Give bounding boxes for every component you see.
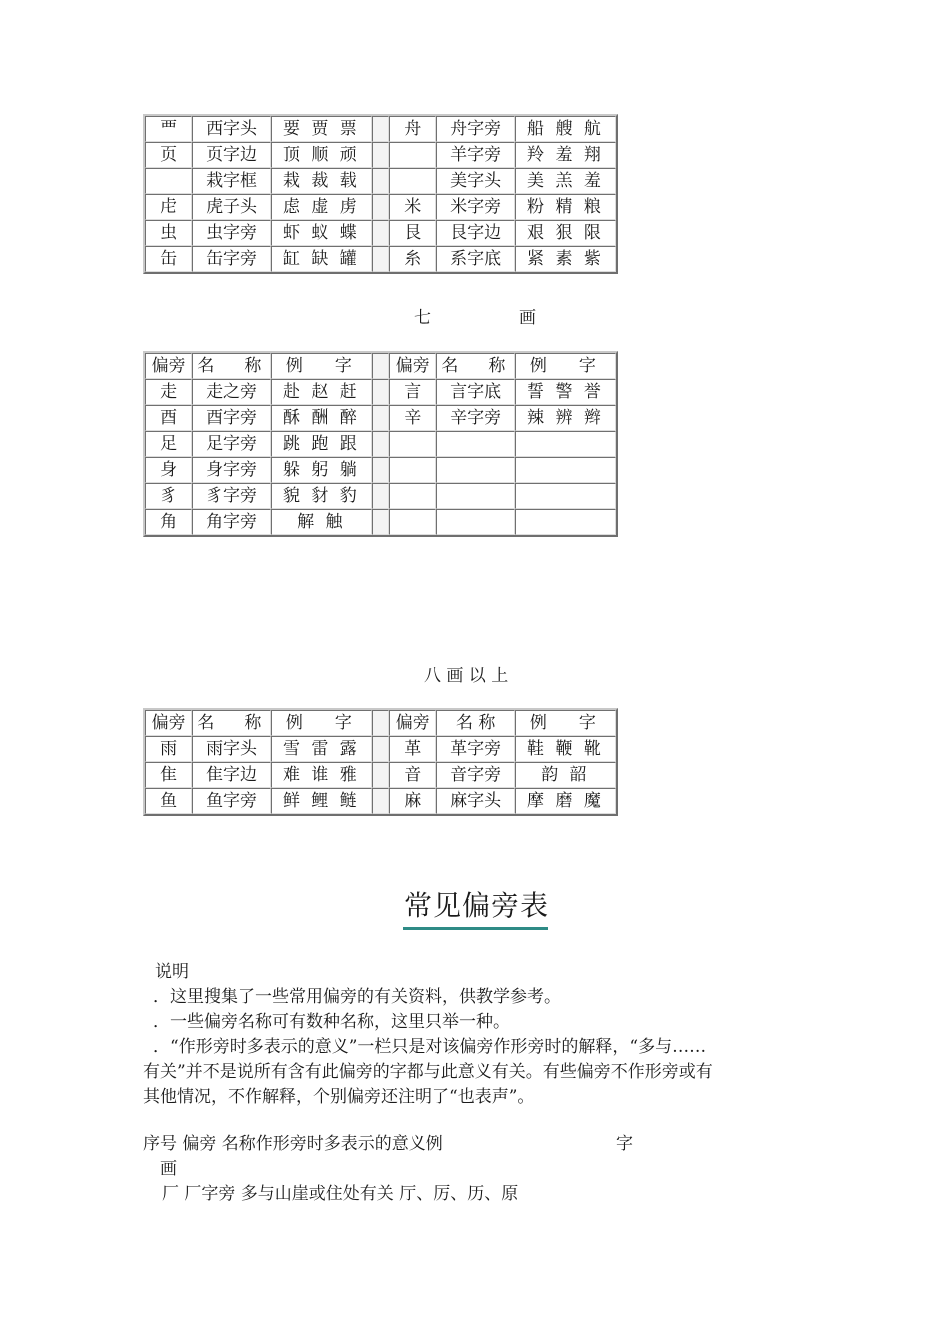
table-row xyxy=(145,379,616,405)
radical-cell xyxy=(389,431,436,457)
radical-cell xyxy=(389,457,436,483)
table-gutter xyxy=(372,788,389,814)
example-chars-cell: 船 艘 航 xyxy=(515,116,616,142)
table-gutter xyxy=(372,142,389,168)
radical-name-cell: 足字旁 xyxy=(192,431,271,457)
radical-name-cell: 言字底 xyxy=(436,379,515,405)
table-row xyxy=(145,509,616,535)
radical-cell xyxy=(389,142,436,168)
example-chars-cell: 美 羔 羞 xyxy=(515,168,616,194)
header-name: 名 称 xyxy=(192,353,271,379)
example-chars-cell: 躲 躬 躺 xyxy=(271,457,372,483)
example-chars-cell: 缸 缺 罐 xyxy=(271,246,372,272)
radical-cell: 豸 xyxy=(145,483,192,509)
note-line-2: ．一些偏旁名称可有数种名称，这里只举一种。 xyxy=(153,1012,510,1032)
radical-name-cell: 米字旁 xyxy=(436,194,515,220)
example-chars-cell: 艰 狠 限 xyxy=(515,220,616,246)
header-examples: 例 字 xyxy=(515,710,616,736)
radical-cell xyxy=(389,509,436,535)
header-name: 名 称 xyxy=(192,710,271,736)
table-row xyxy=(145,431,616,457)
radical-cell: 走 xyxy=(145,379,192,405)
radical-name-cell: 虎子头 xyxy=(192,194,271,220)
table-row xyxy=(145,457,616,483)
header-examples: 例 字 xyxy=(515,353,616,379)
example-chars-cell: 难 谁 雅 xyxy=(271,762,372,788)
example-chars-cell: 貌 豺 豹 xyxy=(271,483,372,509)
table-gutter xyxy=(372,405,389,431)
radical-cell: 麻 xyxy=(389,788,436,814)
table-gutter xyxy=(372,457,389,483)
example-chars-cell: 赴 赵 赶 xyxy=(271,379,372,405)
header-examples: 例 字 xyxy=(271,710,372,736)
table-header-row xyxy=(145,710,616,736)
example-chars-cell: 摩 磨 魔 xyxy=(515,788,616,814)
radical-name-cell: 西字头 xyxy=(192,116,271,142)
example-chars-cell: 鞋 鞭 靴 xyxy=(515,736,616,762)
radical-cell: 酉 xyxy=(145,405,192,431)
example-chars-cell: 解 触 xyxy=(271,509,372,535)
radical-name-cell: 雨字头 xyxy=(192,736,271,762)
column-header: 序号 偏旁 名称作形旁时多表示的意义例 xyxy=(143,1134,443,1154)
radical-name-cell xyxy=(436,457,515,483)
column-header-zi: 字 xyxy=(616,1134,633,1154)
header-radical: 偏旁 xyxy=(389,353,436,379)
stroke-count-label: 画 xyxy=(160,1159,177,1179)
radical-name-cell: 麻字头 xyxy=(436,788,515,814)
table-gutter xyxy=(372,431,389,457)
radical-cell: 缶 xyxy=(145,246,192,272)
table-row xyxy=(145,736,616,762)
table-gutter xyxy=(372,379,389,405)
header-radical: 偏旁 xyxy=(145,353,192,379)
note-line-1: ．这里搜集了一些常用偏旁的有关资料，供教学参考。 xyxy=(153,987,561,1007)
radical-cell xyxy=(389,483,436,509)
example-chars-cell: 栽 裁 载 xyxy=(271,168,372,194)
table-gutter xyxy=(372,762,389,788)
example-chars-cell: 鲜 鲤 鲢 xyxy=(271,788,372,814)
radical-cell: 革 xyxy=(389,736,436,762)
table-row xyxy=(145,246,616,272)
table-gutter xyxy=(372,116,389,142)
note-line-3a: ．“作形旁时多表示的意义”一栏只是对该偏旁作形旁时的解释，“多与…… xyxy=(153,1037,707,1057)
example-chars-cell xyxy=(515,483,616,509)
table-gutter xyxy=(372,246,389,272)
example-chars-cell: 要 贾 票 xyxy=(271,116,372,142)
radical-table-seven-strokes xyxy=(143,351,618,537)
radical-name-cell xyxy=(436,509,515,535)
radical-name-cell: 辛字旁 xyxy=(436,405,515,431)
radical-name-cell: 身字旁 xyxy=(192,457,271,483)
table-row xyxy=(145,142,616,168)
table-row xyxy=(145,220,616,246)
radical-name-cell: 隹字边 xyxy=(192,762,271,788)
radical-cell: 角 xyxy=(145,509,192,535)
radical-cell: 身 xyxy=(145,457,192,483)
section-title-stroke: 画 xyxy=(519,308,536,328)
section-title-seven: 七 xyxy=(414,308,431,328)
radical-name-cell: 艮字边 xyxy=(436,220,515,246)
radical-cell: 舟 xyxy=(389,116,436,142)
radical-name-cell: 酉字旁 xyxy=(192,405,271,431)
table-gutter xyxy=(372,220,389,246)
page-title: 常见偏旁表 xyxy=(404,889,550,922)
radical-cell: 雨 xyxy=(145,736,192,762)
table-row xyxy=(145,405,616,431)
example-chars-cell: 雪 雷 露 xyxy=(271,736,372,762)
radical-cell: 音 xyxy=(389,762,436,788)
radical-cell: 覀 xyxy=(145,116,192,142)
radical-cell: 虫 xyxy=(145,220,192,246)
example-chars-cell: 跳 跑 跟 xyxy=(271,431,372,457)
table-row xyxy=(145,116,616,142)
radical-name-cell: 角字旁 xyxy=(192,509,271,535)
example-chars-cell xyxy=(515,509,616,535)
table-gutter xyxy=(372,353,389,379)
radical-cell xyxy=(145,168,192,194)
radical-cell: 糸 xyxy=(389,246,436,272)
radical-name-cell: 音字旁 xyxy=(436,762,515,788)
note-line-3b: 有关”并不是说所有含有此偏旁的字都与此意义有关。有些偏旁不作形旁或有 xyxy=(143,1062,713,1082)
example-chars-cell: 辣 辨 辫 xyxy=(515,405,616,431)
example-chars-cell: 羚 羞 翔 xyxy=(515,142,616,168)
radical-cell: 隹 xyxy=(145,762,192,788)
table-row xyxy=(145,483,616,509)
example-chars-cell xyxy=(515,457,616,483)
example-chars-cell: 紧 素 紫 xyxy=(515,246,616,272)
radical-cell: 足 xyxy=(145,431,192,457)
radical-name-cell: 栽字框 xyxy=(192,168,271,194)
radical-table-six-strokes xyxy=(143,114,618,274)
example-chars-cell: 顶 顺 顽 xyxy=(271,142,372,168)
header-radical: 偏旁 xyxy=(389,710,436,736)
radical-cell xyxy=(389,168,436,194)
example-chars-cell: 韵 韶 xyxy=(515,762,616,788)
radical-name-cell: 美字头 xyxy=(436,168,515,194)
table-row xyxy=(145,788,616,814)
radical-cell: 页 xyxy=(145,142,192,168)
radical-name-cell xyxy=(436,431,515,457)
example-chars-cell: 酥 酬 醉 xyxy=(271,405,372,431)
note-line-3c: 其他情况，不作解释，个别偏旁还注明了“也表声”。 xyxy=(143,1087,535,1107)
header-name: 名 称 xyxy=(436,710,515,736)
note-label: 说明 xyxy=(155,962,189,982)
example-chars-cell: 虾 蚁 蝶 xyxy=(271,220,372,246)
table-row xyxy=(145,194,616,220)
example-chars-cell: 誓 警 誉 xyxy=(515,379,616,405)
example-chars-cell xyxy=(515,431,616,457)
section-title-seven-strokes xyxy=(414,303,536,328)
radical-cell: 虍 xyxy=(145,194,192,220)
radical-cell: 言 xyxy=(389,379,436,405)
radical-name-cell: 革字旁 xyxy=(436,736,515,762)
radical-name-cell: 缶字旁 xyxy=(192,246,271,272)
table-gutter xyxy=(372,509,389,535)
example-chars-cell: 虑 虚 虏 xyxy=(271,194,372,220)
radical-table-eight-plus-strokes xyxy=(143,708,618,816)
header-name: 名 称 xyxy=(436,353,515,379)
radical-name-cell: 鱼字旁 xyxy=(192,788,271,814)
table-header-row xyxy=(145,353,616,379)
header-radical: 偏旁 xyxy=(145,710,192,736)
radical-name-cell: 豸字旁 xyxy=(192,483,271,509)
title-underline xyxy=(403,927,548,930)
table-row xyxy=(145,168,616,194)
radical-name-cell: 系字底 xyxy=(436,246,515,272)
example-chars-cell: 粉 精 粮 xyxy=(515,194,616,220)
table-gutter xyxy=(372,168,389,194)
radical-name-cell: 走之旁 xyxy=(192,379,271,405)
radical-cell: 艮 xyxy=(389,220,436,246)
radical-cell: 米 xyxy=(389,194,436,220)
table-gutter xyxy=(372,710,389,736)
table-row xyxy=(145,762,616,788)
radical-name-cell: 虫字旁 xyxy=(192,220,271,246)
radical-name-cell xyxy=(436,483,515,509)
radical-name-cell: 舟字旁 xyxy=(436,116,515,142)
radical-cell: 辛 xyxy=(389,405,436,431)
radical-name-cell: 页字边 xyxy=(192,142,271,168)
table-gutter xyxy=(372,483,389,509)
radical-name-cell: 羊字旁 xyxy=(436,142,515,168)
radical-cell: 鱼 xyxy=(145,788,192,814)
header-examples: 例 字 xyxy=(271,353,372,379)
table-gutter xyxy=(372,736,389,762)
section-title-eight-plus-strokes: 八 画 以 上 xyxy=(424,666,509,686)
first-radical-row: 厂 厂字旁 多与山崖或住处有关 厅、厉、历、原 xyxy=(162,1184,519,1204)
table-gutter xyxy=(372,194,389,220)
